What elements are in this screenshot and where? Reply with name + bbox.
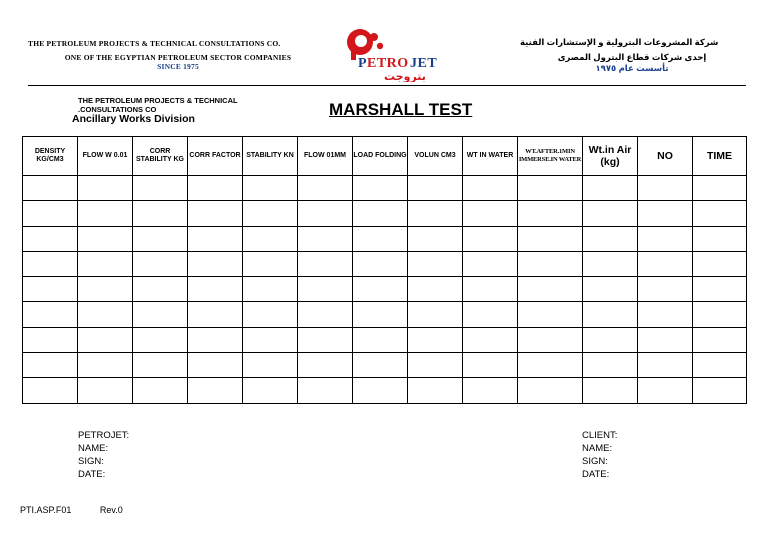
table-cell[interactable] xyxy=(298,176,353,201)
sig-sign-label: SIGN: xyxy=(78,456,104,467)
table-cell[interactable] xyxy=(638,176,693,201)
col-header-flow-w: FLOW W 0.01 xyxy=(78,137,133,176)
table-cell[interactable] xyxy=(298,327,353,352)
table-cell[interactable] xyxy=(23,176,78,201)
table-cell[interactable] xyxy=(638,378,693,403)
table-cell[interactable] xyxy=(638,327,693,352)
table-cell[interactable] xyxy=(353,327,408,352)
table-cell[interactable] xyxy=(408,327,463,352)
svg-text:ETRO: ETRO xyxy=(367,56,409,71)
table-cell[interactable] xyxy=(583,226,638,251)
table-cell[interactable] xyxy=(78,302,133,327)
table-cell[interactable] xyxy=(693,201,747,226)
col-header-no xyxy=(638,137,693,176)
table-row xyxy=(23,327,747,352)
sig-party-label: CLIENT: xyxy=(582,430,618,441)
company-tagline-en: ONE OF THE EGYPTIAN PETROLEUM SECTOR COMPANIES xyxy=(64,53,292,62)
table-cell[interactable] xyxy=(693,277,747,302)
table-cell[interactable] xyxy=(78,277,133,302)
table-cell[interactable] xyxy=(78,251,133,276)
svg-text:P: P xyxy=(358,56,368,71)
table-cell[interactable] xyxy=(408,277,463,302)
table-cell[interactable] xyxy=(353,226,408,251)
table-cell[interactable] xyxy=(583,353,638,378)
table-cell[interactable] xyxy=(188,302,243,327)
division-name: Ancillary Works Division xyxy=(72,113,195,125)
table-row xyxy=(23,251,747,276)
table-cell[interactable] xyxy=(188,327,243,352)
table-cell[interactable] xyxy=(298,302,353,327)
table-cell[interactable] xyxy=(23,378,78,403)
table-cell[interactable] xyxy=(23,251,78,276)
table-cell[interactable] xyxy=(243,378,298,403)
table-cell[interactable] xyxy=(298,277,353,302)
table-cell[interactable] xyxy=(188,353,243,378)
table-cell[interactable] xyxy=(408,353,463,378)
table-row xyxy=(23,378,747,403)
table-cell[interactable] xyxy=(353,201,408,226)
table-cell[interactable] xyxy=(78,226,133,251)
page-title: MARSHALL TEST xyxy=(329,100,473,119)
col-header-corr-stability: CORR STABILITY KG xyxy=(133,137,188,176)
table-cell[interactable] xyxy=(693,353,747,378)
table-cell[interactable] xyxy=(133,251,188,276)
table-row xyxy=(23,277,747,302)
table-cell[interactable] xyxy=(353,378,408,403)
table-row xyxy=(23,226,747,251)
company-line-2: .CONSULTATIONS CO xyxy=(78,105,157,114)
table-cell[interactable] xyxy=(408,378,463,403)
col-header-flow-mm: FLOW 01MM xyxy=(298,137,353,176)
table-cell[interactable] xyxy=(243,176,298,201)
table-cell[interactable] xyxy=(463,176,518,201)
table-cell[interactable] xyxy=(188,176,243,201)
letterhead-divider xyxy=(28,85,746,86)
letterhead-english xyxy=(28,39,328,71)
table-cell[interactable] xyxy=(693,176,747,201)
company-block xyxy=(78,96,238,114)
table-cell[interactable] xyxy=(133,302,188,327)
table-cell[interactable] xyxy=(518,176,583,201)
svg-text:بتروجت: بتروجت xyxy=(384,70,426,82)
col-header-volume: VOLUN CM3 xyxy=(408,137,463,176)
company-since-en: SINCE 1975 xyxy=(157,62,199,71)
table-cell[interactable] xyxy=(23,353,78,378)
table-cell[interactable] xyxy=(693,378,747,403)
col-header-wt-in-air xyxy=(583,137,638,176)
signature-block-client xyxy=(582,429,617,481)
table-cell[interactable] xyxy=(638,226,693,251)
company-line-1: THE PETROLEUM PROJECTS & TECHNICAL xyxy=(78,96,238,105)
table-body xyxy=(23,176,747,404)
table-row xyxy=(23,302,747,327)
sig-name-label: NAME: xyxy=(582,443,613,454)
table-cell[interactable] xyxy=(583,176,638,201)
table-cell[interactable] xyxy=(133,277,188,302)
table-cell[interactable] xyxy=(463,226,518,251)
company-name-en: THE PETROLEUM PROJECTS & TECHNICAL CONSULTATIONS CO. xyxy=(28,39,281,48)
table-cell[interactable] xyxy=(133,176,188,201)
table-cell[interactable] xyxy=(243,251,298,276)
table-cell[interactable] xyxy=(23,201,78,226)
signature-block-petrojet xyxy=(78,429,129,481)
letterhead-arabic xyxy=(520,37,744,74)
table-cell[interactable] xyxy=(353,277,408,302)
table-cell[interactable] xyxy=(23,302,78,327)
table-cell[interactable] xyxy=(133,226,188,251)
table-cell[interactable] xyxy=(78,176,133,201)
table-cell[interactable] xyxy=(638,277,693,302)
table-cell[interactable] xyxy=(133,353,188,378)
table-header-row xyxy=(23,137,747,176)
table-cell[interactable] xyxy=(583,251,638,276)
table-cell[interactable] xyxy=(298,201,353,226)
form-revision: Rev.0 xyxy=(99,505,123,515)
col-header-load-folding: LOAD FOLDING xyxy=(353,137,408,176)
col-header-stability-kn: STABILITY KN xyxy=(243,137,298,176)
table-cell[interactable] xyxy=(78,327,133,352)
table-cell[interactable] xyxy=(638,302,693,327)
table-cell[interactable] xyxy=(518,378,583,403)
table-cell[interactable] xyxy=(78,378,133,403)
col-header-wt-in-water: WT IN WATER xyxy=(463,137,518,176)
table-cell[interactable] xyxy=(353,176,408,201)
col-header-wt-after-immerse xyxy=(518,137,583,176)
table-row xyxy=(23,176,747,201)
marshall-test-table xyxy=(22,136,747,404)
table-cell[interactable] xyxy=(518,251,583,276)
col-header-corr-factor: CORR FACTOR xyxy=(188,137,243,176)
table-cell[interactable] xyxy=(188,226,243,251)
table-cell[interactable] xyxy=(518,353,583,378)
table-cell[interactable] xyxy=(133,201,188,226)
table-cell[interactable] xyxy=(463,378,518,403)
table-cell[interactable] xyxy=(638,201,693,226)
table-cell[interactable] xyxy=(518,327,583,352)
table-cell[interactable] xyxy=(463,327,518,352)
table-cell[interactable] xyxy=(583,201,638,226)
col-header-time-label: TIME xyxy=(706,150,733,162)
table-cell[interactable] xyxy=(583,327,638,352)
table-cell[interactable] xyxy=(638,251,693,276)
table-cell[interactable] xyxy=(408,226,463,251)
table-cell[interactable] xyxy=(23,277,78,302)
table-cell[interactable] xyxy=(353,251,408,276)
table-cell[interactable] xyxy=(693,251,747,276)
table-cell[interactable] xyxy=(408,251,463,276)
table-cell[interactable] xyxy=(463,302,518,327)
col-header-no-label: NO xyxy=(657,150,673,162)
table-cell[interactable] xyxy=(78,201,133,226)
table-cell[interactable] xyxy=(408,176,463,201)
table-cell[interactable] xyxy=(243,353,298,378)
svg-text:JET: JET xyxy=(410,56,438,71)
table-cell[interactable] xyxy=(518,302,583,327)
table-cell[interactable] xyxy=(298,251,353,276)
table-cell[interactable] xyxy=(463,353,518,378)
table-cell[interactable] xyxy=(353,302,408,327)
table-cell[interactable] xyxy=(693,302,747,327)
table-cell[interactable] xyxy=(693,327,747,352)
form-footer xyxy=(20,505,149,515)
table-cell[interactable] xyxy=(23,226,78,251)
sig-sign-label: SIGN: xyxy=(582,456,608,467)
table-cell[interactable] xyxy=(298,353,353,378)
col-header-wt-in-air-label: Wt.in Air (kg) xyxy=(588,144,632,168)
table-cell[interactable] xyxy=(23,327,78,352)
table-cell[interactable] xyxy=(463,277,518,302)
table-cell[interactable] xyxy=(188,277,243,302)
table-cell[interactable] xyxy=(243,201,298,226)
table-cell[interactable] xyxy=(583,302,638,327)
col-header-wt-after-immerse-label: WT.AFTER.1MIN IMMERSE.IN WATER xyxy=(518,148,582,163)
petrojet-logo xyxy=(344,26,466,82)
company-tagline-ar: إحدى شركات قطاع البترول المصرى xyxy=(557,52,707,62)
table-cell[interactable] xyxy=(518,226,583,251)
company-since-ar: تأسست عام ١٩٧٥ xyxy=(595,63,669,73)
table-cell[interactable] xyxy=(133,378,188,403)
table-cell[interactable] xyxy=(518,201,583,226)
table-cell[interactable] xyxy=(133,327,188,352)
table-cell[interactable] xyxy=(188,201,243,226)
table-row xyxy=(23,353,747,378)
table-cell[interactable] xyxy=(243,302,298,327)
table-cell[interactable] xyxy=(243,226,298,251)
table-cell[interactable] xyxy=(463,251,518,276)
table-cell[interactable] xyxy=(298,378,353,403)
table-cell[interactable] xyxy=(408,201,463,226)
table-cell[interactable] xyxy=(583,378,638,403)
sig-date-label: DATE: xyxy=(78,469,106,480)
table-cell[interactable] xyxy=(188,378,243,403)
table-cell[interactable] xyxy=(463,201,518,226)
sig-date-label: DATE: xyxy=(582,469,610,480)
company-name-ar: شركة المشروعات البترولية و الإستشارات الفنية xyxy=(520,37,719,47)
table-cell[interactable] xyxy=(638,353,693,378)
table-cell[interactable] xyxy=(518,277,583,302)
table-cell[interactable] xyxy=(408,302,463,327)
sig-party-label: PETROJET: xyxy=(78,430,130,441)
form-code: PTI.ASP.F01 xyxy=(20,505,72,515)
table-cell[interactable] xyxy=(693,226,747,251)
table-cell[interactable] xyxy=(188,251,243,276)
col-header-time xyxy=(693,137,747,176)
table-cell[interactable] xyxy=(583,277,638,302)
sig-name-label: NAME: xyxy=(78,443,109,454)
table-cell[interactable] xyxy=(298,226,353,251)
table-cell[interactable] xyxy=(243,327,298,352)
table-cell[interactable] xyxy=(243,277,298,302)
col-header-density: DENSITY KG/CM3 xyxy=(23,137,78,176)
table-row xyxy=(23,201,747,226)
table-cell[interactable] xyxy=(78,353,133,378)
table-cell[interactable] xyxy=(353,353,408,378)
